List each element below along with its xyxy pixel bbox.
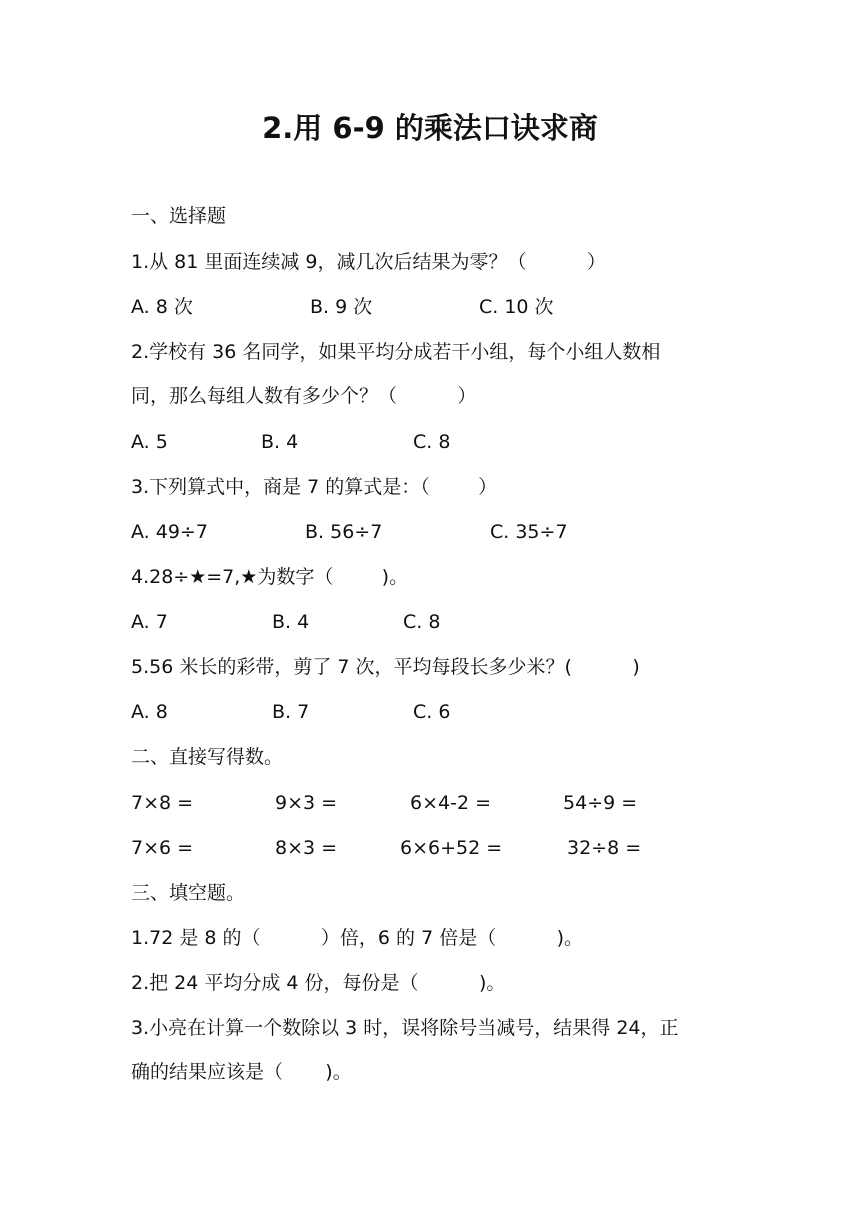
math-problem: 6×6+52 = [400,837,503,859]
question-text: 1.从 81 里面连续减 9，减几次后结果为零？（ ） [131,251,606,273]
math-problem: 7×6 = [131,837,194,859]
question-text: 3.小亮在计算一个数除以 3 时，误将除号当减号，结果得 24，正 [131,1017,679,1039]
question-text: 2.把 24 平均分成 4 份，每份是（ )。 [131,972,506,994]
math-problem: 32÷8 = [567,837,642,859]
question-text-continued: 同，那么每组人数有多少个？（ ） [131,385,477,407]
question-text: 5.56 米长的彩带，剪了 7 次，平均每段长多少米？( ) [131,656,640,678]
option-c: C. 6 [413,701,451,723]
option-a: A. 8 次 [131,296,193,318]
math-problem: 7×8 = [131,792,194,814]
question-text: 1.72 是 8 的（ ）倍，6 的 7 倍是（ )。 [131,927,584,949]
option-a: A. 7 [131,611,168,633]
question-text: 3.下列算式中，商是 7 的算式是：（ ） [131,476,498,498]
option-b: B. 9 次 [310,296,373,318]
option-b: B. 56÷7 [305,521,383,543]
section-heading-fill-blank: 三、填空题。 [131,882,246,904]
option-c: C. 10 次 [479,296,554,318]
option-b: B. 7 [272,701,310,723]
option-c: C. 35÷7 [490,521,568,543]
math-problem: 8×3 = [275,837,338,859]
option-c: C. 8 [403,611,441,633]
option-c: C. 8 [413,431,451,453]
option-a: A. 8 [131,701,168,723]
page-title: 2.用 6-9 的乘法口诀求商 [262,111,598,145]
question-text: 2.学校有 36 名同学，如果平均分成若干小组，每个小组人数相 [131,341,661,363]
math-problem: 54÷9 = [563,792,638,814]
section-heading-choice: 一、选择题 [131,205,227,227]
option-a: A. 5 [131,431,168,453]
section-heading-mental-math: 二、直接写得数。 [131,746,284,768]
question-text-continued: 确的结果应该是（ )。 [131,1061,352,1083]
math-problem: 9×3 = [275,792,338,814]
option-a: A. 49÷7 [131,521,208,543]
option-b: B. 4 [261,431,299,453]
question-text: 4.28÷★=7,★为数字（ )。 [131,566,409,588]
math-problem: 6×4-2 = [410,792,492,814]
option-b: B. 4 [272,611,310,633]
